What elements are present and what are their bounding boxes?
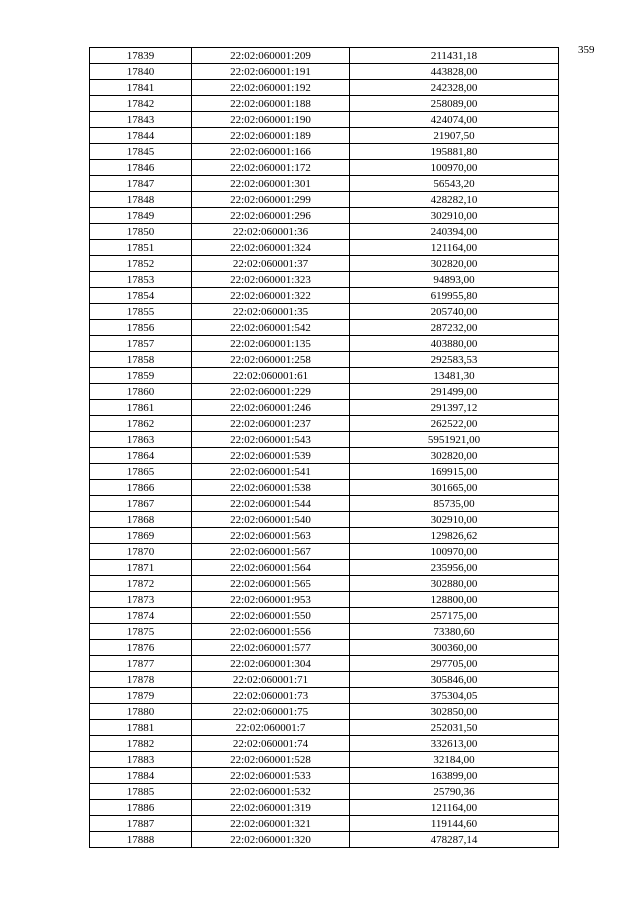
cadastral-number-cell: 22:02:060001:191	[192, 64, 350, 80]
table-row	[90, 288, 559, 304]
row-number-cell: 17866	[90, 480, 192, 496]
value-cell: 100970,00	[350, 544, 559, 560]
value-cell: 302910,00	[350, 208, 559, 224]
cadastral-number-cell: 22:02:060001:35	[192, 304, 350, 320]
cadastral-number-cell: 22:02:060001:7	[192, 720, 350, 736]
value-cell: 119144,60	[350, 816, 559, 832]
cadastral-number-cell: 22:02:060001:565	[192, 576, 350, 592]
table-row	[90, 240, 559, 256]
table-row	[90, 448, 559, 464]
value-cell: 302820,00	[350, 256, 559, 272]
cadastral-number-cell: 22:02:060001:532	[192, 784, 350, 800]
table-row	[90, 480, 559, 496]
table-row	[90, 400, 559, 416]
table-row	[90, 80, 559, 96]
row-number-cell: 17870	[90, 544, 192, 560]
value-cell: 25790,36	[350, 784, 559, 800]
cadastral-number-cell: 22:02:060001:320	[192, 832, 350, 848]
value-cell: 262522,00	[350, 416, 559, 432]
table-row	[90, 256, 559, 272]
value-cell: 121164,00	[350, 800, 559, 816]
cadastral-number-cell: 22:02:060001:324	[192, 240, 350, 256]
row-number-cell: 17855	[90, 304, 192, 320]
value-cell: 56543,20	[350, 176, 559, 192]
page-number: 359	[578, 44, 595, 56]
table-row	[90, 592, 559, 608]
table-row	[90, 576, 559, 592]
row-number-cell: 17856	[90, 320, 192, 336]
value-cell: 375304,05	[350, 688, 559, 704]
table-row	[90, 160, 559, 176]
table-row	[90, 272, 559, 288]
table-row	[90, 512, 559, 528]
cadastral-number-cell: 22:02:060001:528	[192, 752, 350, 768]
cadastral-number-cell: 22:02:060001:301	[192, 176, 350, 192]
table-row	[90, 544, 559, 560]
value-cell: 205740,00	[350, 304, 559, 320]
table-row	[90, 640, 559, 656]
row-number-cell: 17871	[90, 560, 192, 576]
table-row	[90, 832, 559, 848]
table-row	[90, 752, 559, 768]
row-number-cell: 17853	[90, 272, 192, 288]
value-cell: 305846,00	[350, 672, 559, 688]
cadastral-number-cell: 22:02:060001:564	[192, 560, 350, 576]
cadastral-number-cell: 22:02:060001:550	[192, 608, 350, 624]
row-number-cell: 17886	[90, 800, 192, 816]
value-cell: 302880,00	[350, 576, 559, 592]
value-cell: 94893,00	[350, 272, 559, 288]
row-number-cell: 17846	[90, 160, 192, 176]
row-number-cell: 17844	[90, 128, 192, 144]
table-row	[90, 128, 559, 144]
row-number-cell: 17840	[90, 64, 192, 80]
table-row	[90, 208, 559, 224]
value-cell: 240394,00	[350, 224, 559, 240]
row-number-cell: 17848	[90, 192, 192, 208]
row-number-cell: 17875	[90, 624, 192, 640]
cadastral-number-cell: 22:02:060001:229	[192, 384, 350, 400]
table-row	[90, 192, 559, 208]
table-row	[90, 672, 559, 688]
value-cell: 302910,00	[350, 512, 559, 528]
row-number-cell: 17841	[90, 80, 192, 96]
row-number-cell: 17847	[90, 176, 192, 192]
cadastral-number-cell: 22:02:060001:246	[192, 400, 350, 416]
cadastral-number-cell: 22:02:060001:544	[192, 496, 350, 512]
value-cell: 258089,00	[350, 96, 559, 112]
table-row	[90, 496, 559, 512]
cadastral-number-cell: 22:02:060001:61	[192, 368, 350, 384]
row-number-cell: 17882	[90, 736, 192, 752]
value-cell: 291397,12	[350, 400, 559, 416]
row-number-cell: 17842	[90, 96, 192, 112]
cadastral-number-cell: 22:02:060001:296	[192, 208, 350, 224]
table-row	[90, 560, 559, 576]
row-number-cell: 17858	[90, 352, 192, 368]
table-row	[90, 336, 559, 352]
row-number-cell: 17888	[90, 832, 192, 848]
table-row	[90, 816, 559, 832]
table-row	[90, 352, 559, 368]
table-row	[90, 736, 559, 752]
value-cell: 302850,00	[350, 704, 559, 720]
table-row	[90, 528, 559, 544]
row-number-cell: 17839	[90, 48, 192, 64]
row-number-cell: 17843	[90, 112, 192, 128]
table-row	[90, 320, 559, 336]
row-number-cell: 17876	[90, 640, 192, 656]
cadastral-number-cell: 22:02:060001:323	[192, 272, 350, 288]
row-number-cell: 17880	[90, 704, 192, 720]
table-row	[90, 304, 559, 320]
table-row	[90, 144, 559, 160]
value-cell: 403880,00	[350, 336, 559, 352]
cadastral-number-cell: 22:02:060001:36	[192, 224, 350, 240]
cadastral-number-cell: 22:02:060001:74	[192, 736, 350, 752]
cadastral-number-cell: 22:02:060001:166	[192, 144, 350, 160]
registry-table	[89, 47, 559, 848]
table-row	[90, 432, 559, 448]
table-row	[90, 624, 559, 640]
value-cell: 195881,80	[350, 144, 559, 160]
row-number-cell: 17881	[90, 720, 192, 736]
table-row	[90, 384, 559, 400]
value-cell: 428282,10	[350, 192, 559, 208]
cadastral-number-cell: 22:02:060001:237	[192, 416, 350, 432]
row-number-cell: 17883	[90, 752, 192, 768]
cadastral-number-cell: 22:02:060001:541	[192, 464, 350, 480]
table-row	[90, 176, 559, 192]
value-cell: 85735,00	[350, 496, 559, 512]
value-cell: 129826,62	[350, 528, 559, 544]
row-number-cell: 17874	[90, 608, 192, 624]
table-row	[90, 96, 559, 112]
row-number-cell: 17845	[90, 144, 192, 160]
row-number-cell: 17884	[90, 768, 192, 784]
cadastral-number-cell: 22:02:060001:188	[192, 96, 350, 112]
row-number-cell: 17862	[90, 416, 192, 432]
value-cell: 252031,50	[350, 720, 559, 736]
cadastral-number-cell: 22:02:060001:71	[192, 672, 350, 688]
cadastral-number-cell: 22:02:060001:135	[192, 336, 350, 352]
value-cell: 121164,00	[350, 240, 559, 256]
table-row	[90, 720, 559, 736]
value-cell: 300360,00	[350, 640, 559, 656]
value-cell: 100970,00	[350, 160, 559, 176]
value-cell: 128800,00	[350, 592, 559, 608]
row-number-cell: 17854	[90, 288, 192, 304]
value-cell: 302820,00	[350, 448, 559, 464]
table-row	[90, 464, 559, 480]
table-row	[90, 48, 559, 64]
table-row	[90, 608, 559, 624]
value-cell: 211431,18	[350, 48, 559, 64]
row-number-cell: 17877	[90, 656, 192, 672]
cadastral-number-cell: 22:02:060001:538	[192, 480, 350, 496]
value-cell: 424074,00	[350, 112, 559, 128]
row-number-cell: 17873	[90, 592, 192, 608]
cadastral-number-cell: 22:02:060001:542	[192, 320, 350, 336]
cadastral-number-cell: 22:02:060001:321	[192, 816, 350, 832]
cadastral-number-cell: 22:02:060001:319	[192, 800, 350, 816]
value-cell: 242328,00	[350, 80, 559, 96]
row-number-cell: 17852	[90, 256, 192, 272]
row-number-cell: 17878	[90, 672, 192, 688]
row-number-cell: 17867	[90, 496, 192, 512]
row-number-cell: 17850	[90, 224, 192, 240]
row-number-cell: 17872	[90, 576, 192, 592]
cadastral-number-cell: 22:02:060001:75	[192, 704, 350, 720]
value-cell: 5951921,00	[350, 432, 559, 448]
cadastral-number-cell: 22:02:060001:73	[192, 688, 350, 704]
row-number-cell: 17851	[90, 240, 192, 256]
row-number-cell: 17859	[90, 368, 192, 384]
cadastral-number-cell: 22:02:060001:533	[192, 768, 350, 784]
value-cell: 291499,00	[350, 384, 559, 400]
cadastral-number-cell: 22:02:060001:577	[192, 640, 350, 656]
cadastral-number-cell: 22:02:060001:543	[192, 432, 350, 448]
table-row	[90, 800, 559, 816]
cadastral-number-cell: 22:02:060001:304	[192, 656, 350, 672]
value-cell: 332613,00	[350, 736, 559, 752]
row-number-cell: 17863	[90, 432, 192, 448]
cadastral-number-cell: 22:02:060001:37	[192, 256, 350, 272]
value-cell: 292583,53	[350, 352, 559, 368]
cadastral-number-cell: 22:02:060001:556	[192, 624, 350, 640]
registry-table-body	[90, 48, 559, 848]
table-row	[90, 704, 559, 720]
row-number-cell: 17868	[90, 512, 192, 528]
value-cell: 478287,14	[350, 832, 559, 848]
table-row	[90, 64, 559, 80]
cadastral-number-cell: 22:02:060001:172	[192, 160, 350, 176]
cadastral-number-cell: 22:02:060001:322	[192, 288, 350, 304]
row-number-cell: 17864	[90, 448, 192, 464]
cadastral-number-cell: 22:02:060001:539	[192, 448, 350, 464]
row-number-cell: 17879	[90, 688, 192, 704]
row-number-cell: 17869	[90, 528, 192, 544]
table-row	[90, 688, 559, 704]
row-number-cell: 17885	[90, 784, 192, 800]
table-row	[90, 224, 559, 240]
value-cell: 619955,80	[350, 288, 559, 304]
cadastral-number-cell: 22:02:060001:953	[192, 592, 350, 608]
cadastral-number-cell: 22:02:060001:209	[192, 48, 350, 64]
row-number-cell: 17860	[90, 384, 192, 400]
cadastral-number-cell: 22:02:060001:192	[192, 80, 350, 96]
row-number-cell: 17857	[90, 336, 192, 352]
value-cell: 169915,00	[350, 464, 559, 480]
table-row	[90, 784, 559, 800]
value-cell: 297705,00	[350, 656, 559, 672]
row-number-cell: 17849	[90, 208, 192, 224]
table-row	[90, 768, 559, 784]
value-cell: 301665,00	[350, 480, 559, 496]
row-number-cell: 17861	[90, 400, 192, 416]
table-row	[90, 368, 559, 384]
value-cell: 235956,00	[350, 560, 559, 576]
cadastral-number-cell: 22:02:060001:189	[192, 128, 350, 144]
value-cell: 32184,00	[350, 752, 559, 768]
cadastral-number-cell: 22:02:060001:190	[192, 112, 350, 128]
value-cell: 257175,00	[350, 608, 559, 624]
cadastral-number-cell: 22:02:060001:567	[192, 544, 350, 560]
value-cell: 443828,00	[350, 64, 559, 80]
row-number-cell: 17887	[90, 816, 192, 832]
cadastral-number-cell: 22:02:060001:258	[192, 352, 350, 368]
row-number-cell: 17865	[90, 464, 192, 480]
value-cell: 21907,50	[350, 128, 559, 144]
table-row	[90, 112, 559, 128]
value-cell: 287232,00	[350, 320, 559, 336]
value-cell: 163899,00	[350, 768, 559, 784]
value-cell: 73380,60	[350, 624, 559, 640]
cadastral-number-cell: 22:02:060001:540	[192, 512, 350, 528]
cadastral-number-cell: 22:02:060001:299	[192, 192, 350, 208]
value-cell: 13481,30	[350, 368, 559, 384]
table-row	[90, 416, 559, 432]
table-row	[90, 656, 559, 672]
cadastral-number-cell: 22:02:060001:563	[192, 528, 350, 544]
